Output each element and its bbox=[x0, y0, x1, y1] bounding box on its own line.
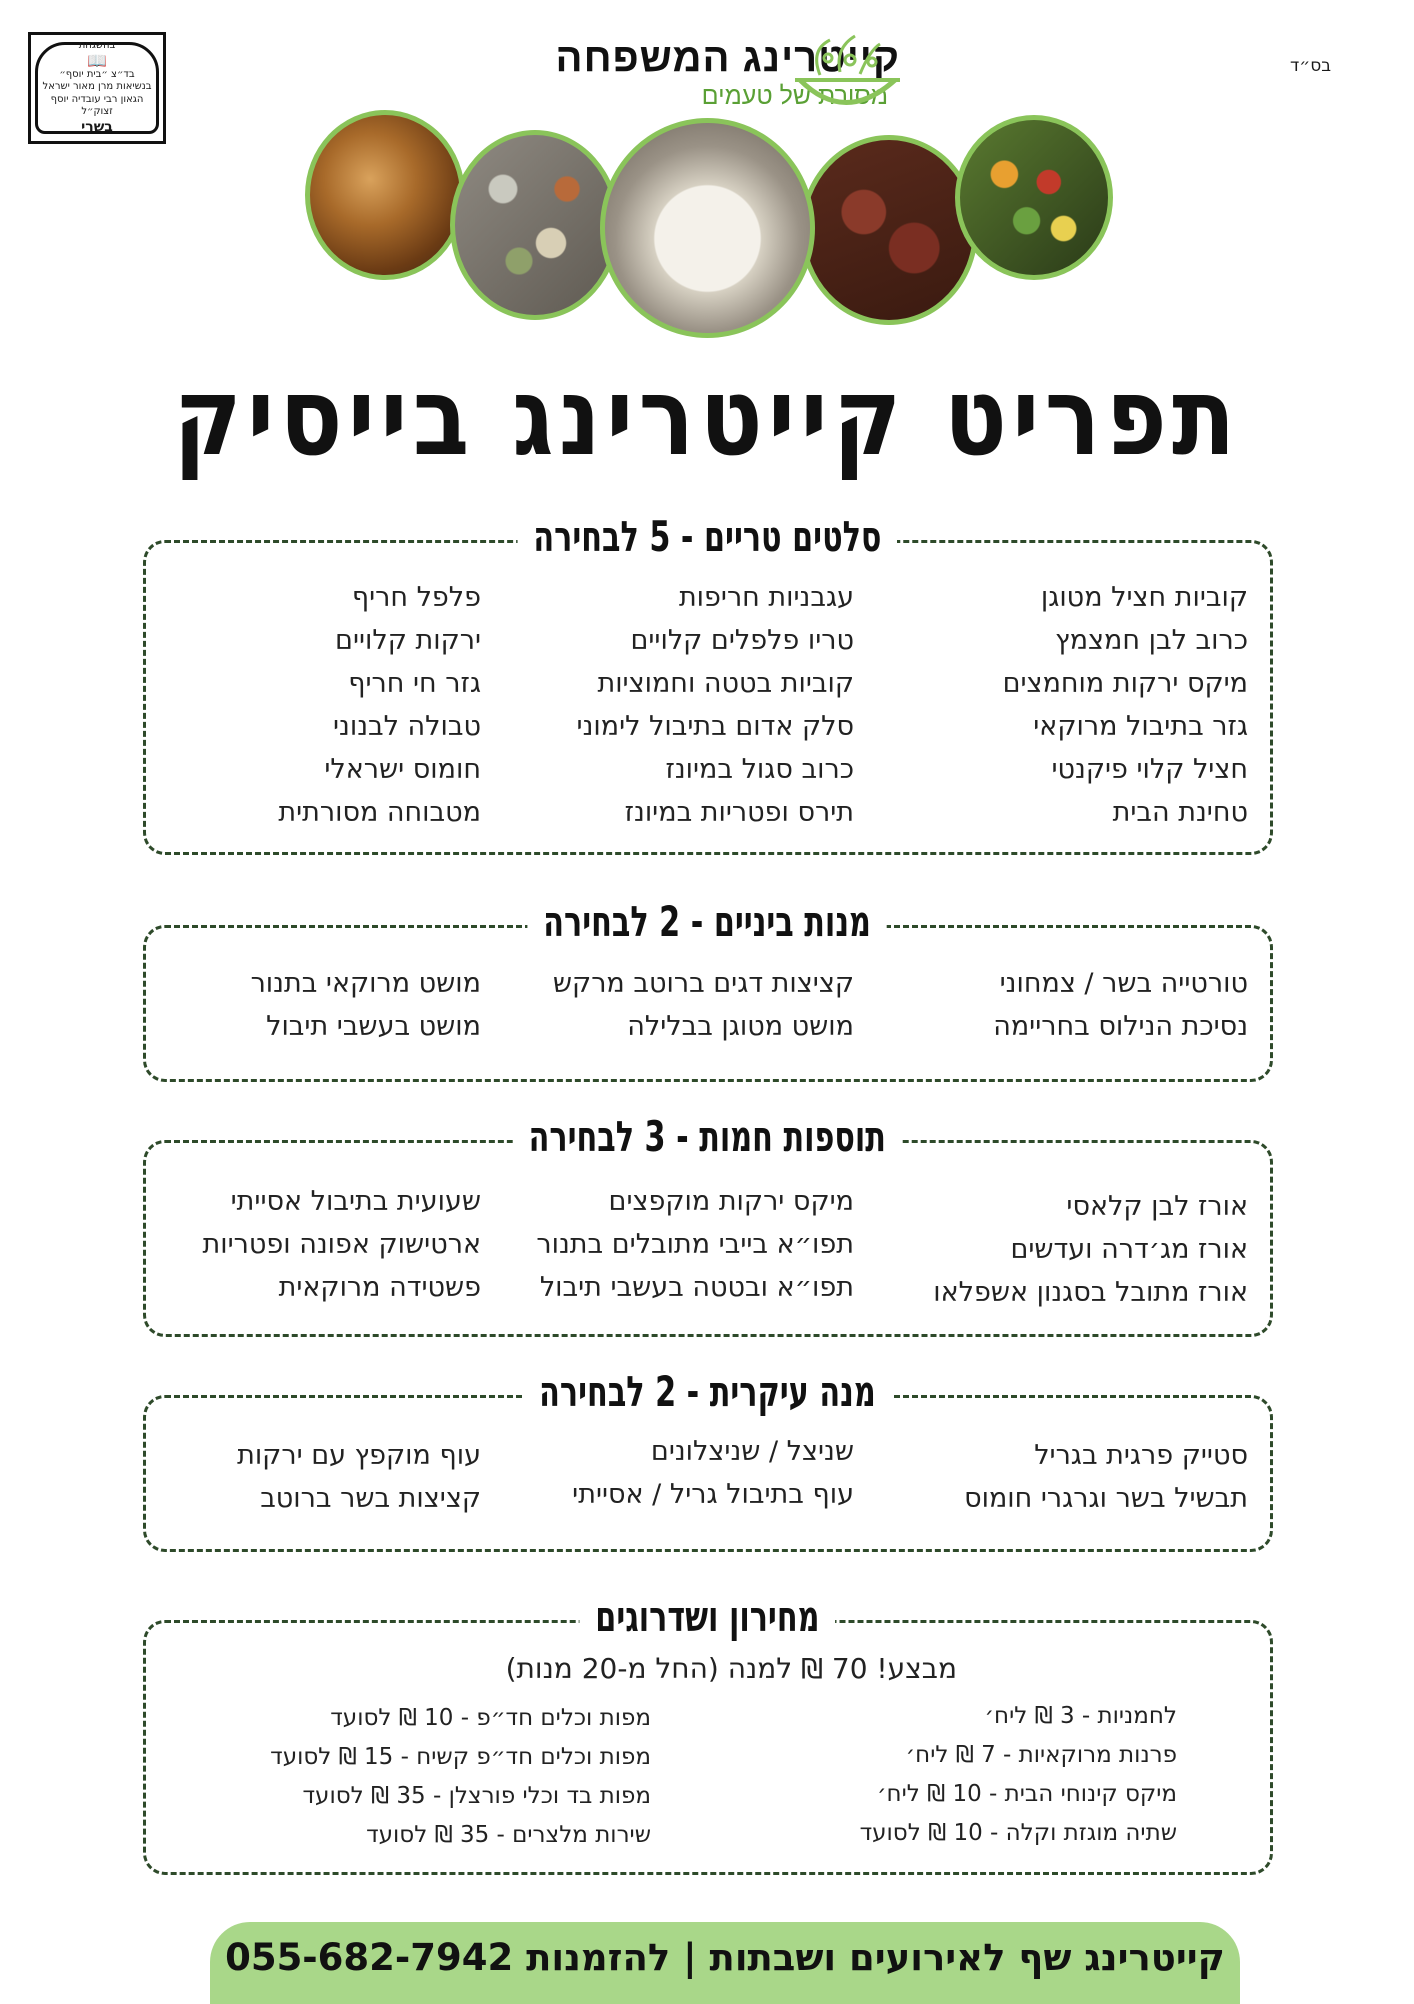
pricing-title: מחירון ושדרוגים bbox=[579, 1592, 835, 1641]
starters-column-right bbox=[993, 962, 1248, 1048]
footer-contact-text: קייטרינג שף לאירועים ושבתות | להזמנות 055-682-7942 bbox=[225, 1936, 1225, 1979]
list-item: טבולה לבנוני bbox=[332, 711, 481, 742]
list-item: סטייק פרגית בגריל bbox=[1034, 1440, 1248, 1471]
menu-title: תפריט קייטרינג בייסיק bbox=[173, 355, 1241, 480]
kosher-stamp-top: בהשגחת bbox=[78, 40, 116, 51]
list-item: אורז מתובל בסגנון אשפלאו bbox=[933, 1277, 1248, 1308]
list-item: ירקות קלויים bbox=[335, 625, 481, 656]
grilled-meat-photo bbox=[800, 135, 978, 325]
list-item: מושט בעשבי תיבול bbox=[266, 1011, 481, 1042]
book-icon: 📖 bbox=[87, 50, 107, 70]
meze-table-photo bbox=[450, 130, 620, 320]
list-item: גזר חי חריף bbox=[348, 668, 481, 699]
list-item: תפו״א בייבי מתובלים בתנור bbox=[536, 1229, 854, 1260]
starters-column-left bbox=[251, 962, 481, 1048]
list-item: טחינת הבית bbox=[1112, 797, 1248, 828]
list-item: מיקס קינוחי הבית - 10 ₪ ליח׳ bbox=[877, 1781, 1177, 1807]
cooking-pot-icon bbox=[780, 30, 910, 120]
list-item: שתיה מוגזת וקלה - 10 ₪ לסועד bbox=[859, 1820, 1177, 1846]
main-course-column-middle bbox=[572, 1430, 854, 1516]
salads-column-left bbox=[278, 576, 481, 834]
sides-column-middle bbox=[536, 1180, 854, 1309]
event-table-photo bbox=[600, 118, 815, 338]
list-item: סלק אדום בתיבול לימוני bbox=[576, 711, 854, 742]
list-item: קציצות בשר ברוטב bbox=[260, 1483, 481, 1514]
kosher-stamp-line1: בד״צ ״בית יוסף״ bbox=[59, 68, 135, 80]
list-item: מפות בד וכלי פורצלן - 35 ₪ לסועד bbox=[302, 1783, 651, 1809]
starters-column-middle bbox=[553, 962, 854, 1048]
list-item: אורז לבן קלאסי bbox=[1066, 1191, 1248, 1222]
list-item: טורטייה בשר / צמחוני bbox=[999, 968, 1248, 999]
section-sides-title: תוספות חמות - 3 לבחירה bbox=[512, 1112, 901, 1161]
list-item: פשטידה מרוקאית bbox=[278, 1272, 481, 1303]
main-course-column-left bbox=[237, 1434, 481, 1520]
salads-column-right bbox=[1003, 576, 1248, 834]
list-item: עוף בתיבול גריל / אסייתי bbox=[572, 1479, 854, 1510]
kosher-stamp-line3: הגאון רבי עובדיה יוסף זצוק״ל bbox=[50, 93, 144, 117]
brand-logo bbox=[540, 30, 960, 120]
list-item: נסיכת הנילוס בחריימה bbox=[993, 1011, 1248, 1042]
list-item: מפות וכלים חד״פ - 10 ₪ לסועד bbox=[330, 1705, 651, 1731]
section-salads-title: סלטים טריים - 5 לבחירה bbox=[517, 512, 897, 561]
list-item: לחמניות - 3 ₪ ליח׳ bbox=[984, 1703, 1177, 1729]
list-item: תבשיל בשר וגרגרי חומוס bbox=[964, 1483, 1248, 1514]
list-item: מטבוחה מסורתית bbox=[278, 797, 481, 828]
list-item: גזר בתיבול מרוקאי bbox=[1033, 711, 1248, 742]
sides-column-left bbox=[203, 1180, 481, 1309]
sides-column-right bbox=[933, 1185, 1248, 1314]
list-item: עוף מוקפץ עם ירקות bbox=[237, 1440, 481, 1471]
list-item: מיקס ירקות מוקפצים bbox=[608, 1186, 854, 1217]
list-item: פלפל חריף bbox=[351, 582, 481, 613]
list-item: ארטישוק אפונה ופטריות bbox=[202, 1229, 481, 1260]
main-course-column-right bbox=[964, 1434, 1248, 1520]
fried-food-photo bbox=[305, 110, 465, 280]
list-item: שירות מלצרים - 35 ₪ לסועד bbox=[366, 1822, 651, 1848]
pricing-deal: מבצע! 70 ₪ למנה (החל מ-20 מנות) bbox=[505, 1652, 957, 1685]
pricing-column-right bbox=[860, 1697, 1177, 1853]
brand-title: קייטרינג המשפחה bbox=[555, 36, 900, 80]
list-item: פרנות מרוקאיות - 7 ₪ ליח׳ bbox=[905, 1742, 1177, 1768]
fruit-platter-photo bbox=[955, 115, 1113, 280]
list-item: כרוב סגול במיונז bbox=[665, 754, 854, 785]
kosher-stamp-frame bbox=[35, 42, 159, 134]
list-item: טריו פלפלים קלויים bbox=[630, 625, 854, 656]
list-item: מפות וכלים חד״פ קשיח - 15 ₪ לסועד bbox=[270, 1744, 651, 1770]
kosher-stamp-bottom: בשרי bbox=[81, 118, 113, 135]
list-item: תירס ופטריות במיונז bbox=[624, 797, 854, 828]
salads-column-middle bbox=[577, 576, 854, 834]
list-item: קוביות בטטה וחמוציות bbox=[597, 668, 854, 699]
section-main-course-title: מנה עיקרית - 2 לבחירה bbox=[523, 1367, 891, 1416]
list-item: שעועית בתיבול אסייתי bbox=[230, 1186, 481, 1217]
list-item: חומוס ישראלי bbox=[324, 754, 481, 785]
pricing-column-left bbox=[270, 1699, 651, 1855]
list-item: מושט מטוגן בבלילה bbox=[627, 1011, 854, 1042]
list-item: קציצות דגים ברוטב מרקש bbox=[552, 968, 854, 999]
list-item: כרוב לבן חמצמץ bbox=[1055, 625, 1248, 656]
kosher-certification-stamp bbox=[28, 32, 166, 144]
list-item: קוביות חציל מטוגן bbox=[1040, 582, 1248, 613]
list-item: מושט מרוקאי בתנור bbox=[250, 968, 481, 999]
list-item: שניצל / שניצלונים bbox=[650, 1436, 854, 1467]
list-item: תפו״א ובטטה בעשבי תיבול bbox=[539, 1272, 854, 1303]
section-starters-title: מנות ביניים - 2 לבחירה bbox=[527, 897, 886, 946]
list-item: אורז מג׳דרה ועדשים bbox=[1010, 1234, 1248, 1265]
kosher-stamp-line2: בנשיאות מרן מאור ישראל bbox=[42, 81, 152, 92]
list-item: מיקס ירקות מוחמצים bbox=[1002, 668, 1248, 699]
list-item: חציל קלוי פיקנטי bbox=[1051, 754, 1248, 785]
list-item: עגבניות חריפות bbox=[678, 582, 854, 613]
brand-subtitle: מסורת של טעמים bbox=[701, 82, 888, 110]
bsd-text: בס״ד bbox=[1290, 56, 1332, 76]
